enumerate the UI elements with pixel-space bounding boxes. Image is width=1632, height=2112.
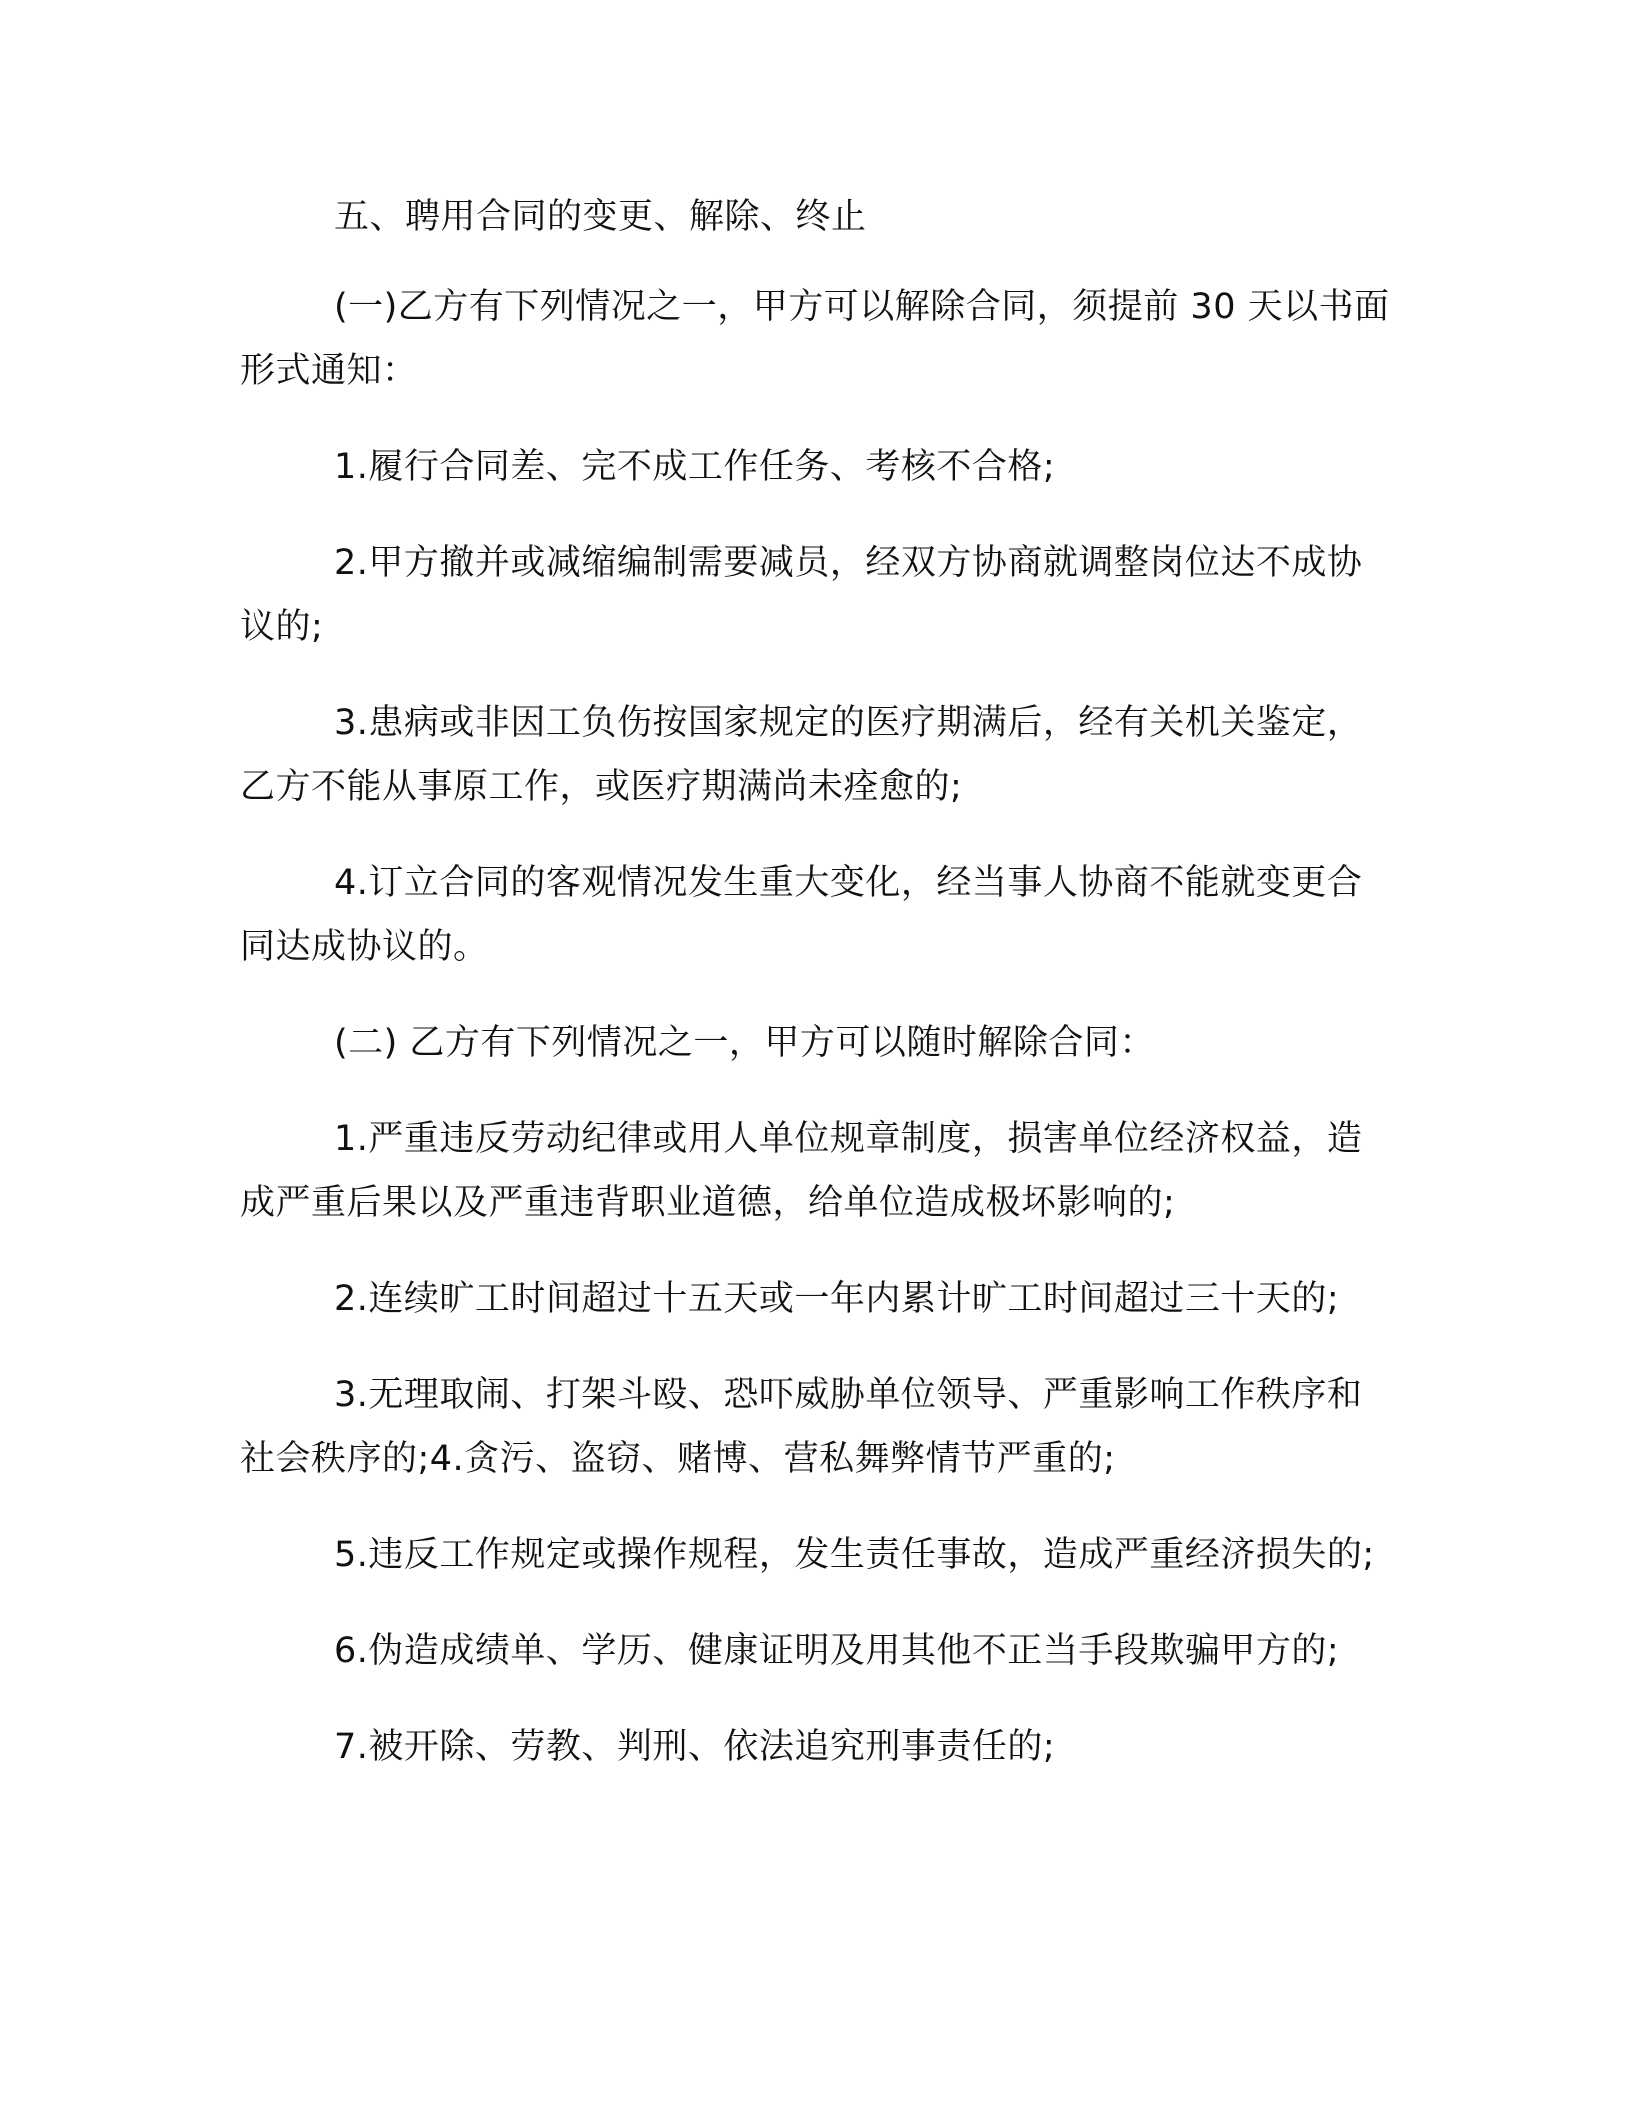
document-body [240, 185, 1390, 1811]
clause-two-item-7: 7.被开除、劳教、判刑、依法追究刑事责任的; [334, 1727, 1056, 1767]
clause-one-item-2: 2.甲方撤并或减缩编制需要减员，经双方协商就调整岗位达不成协议的; [240, 543, 1363, 647]
clause-one-intro: (一)乙方有下列情况之一，甲方可以解除合同，须提前 30 天以书面形式通知： [240, 287, 1390, 391]
clause-one-item-3: 3.患病或非因工负伤按国家规定的医疗期满后，经有关机关鉴定，乙方不能从事原工作，或医疗期满尚未痊愈的; [240, 703, 1363, 807]
clause-two-intro: (二) 乙方有下列情况之一，甲方可以随时解除合同： [334, 1023, 1155, 1063]
section-heading: 五、聘用合同的变更、解除、终止 [334, 197, 867, 237]
clause-two-item-6: 6.伪造成绩单、学历、健康证明及用其他不正当手段欺骗甲方的; [334, 1631, 1340, 1671]
clause-two-item-2: 2.连续旷工时间超过十五天或一年内累计旷工时间超过三十天的; [334, 1279, 1340, 1319]
clause-one-item-1: 1.履行合同差、完不成工作任务、考核不合格; [334, 447, 1056, 487]
clause-two-item-5: 5.违反工作规定或操作规程，发生责任事故，造成严重经济损失的; [334, 1535, 1375, 1575]
clause-two-item-3-4: 3.无理取闹、打架斗殴、恐吓威胁单位领导、严重影响工作秩序和社会秩序的;4.贪污、盗窃、赌博、营私舞弊情节严重的; [240, 1375, 1363, 1479]
clause-one-item-4: 4.订立合同的客观情况发生重大变化，经当事人协商不能就变更合同达成协议的。 [240, 863, 1363, 967]
clause-two-item-1: 1.严重违反劳动纪律或用人单位规章制度，损害单位经济权益，造成严重后果以及严重违背职业道德，给单位造成极坏影响的; [240, 1119, 1363, 1223]
